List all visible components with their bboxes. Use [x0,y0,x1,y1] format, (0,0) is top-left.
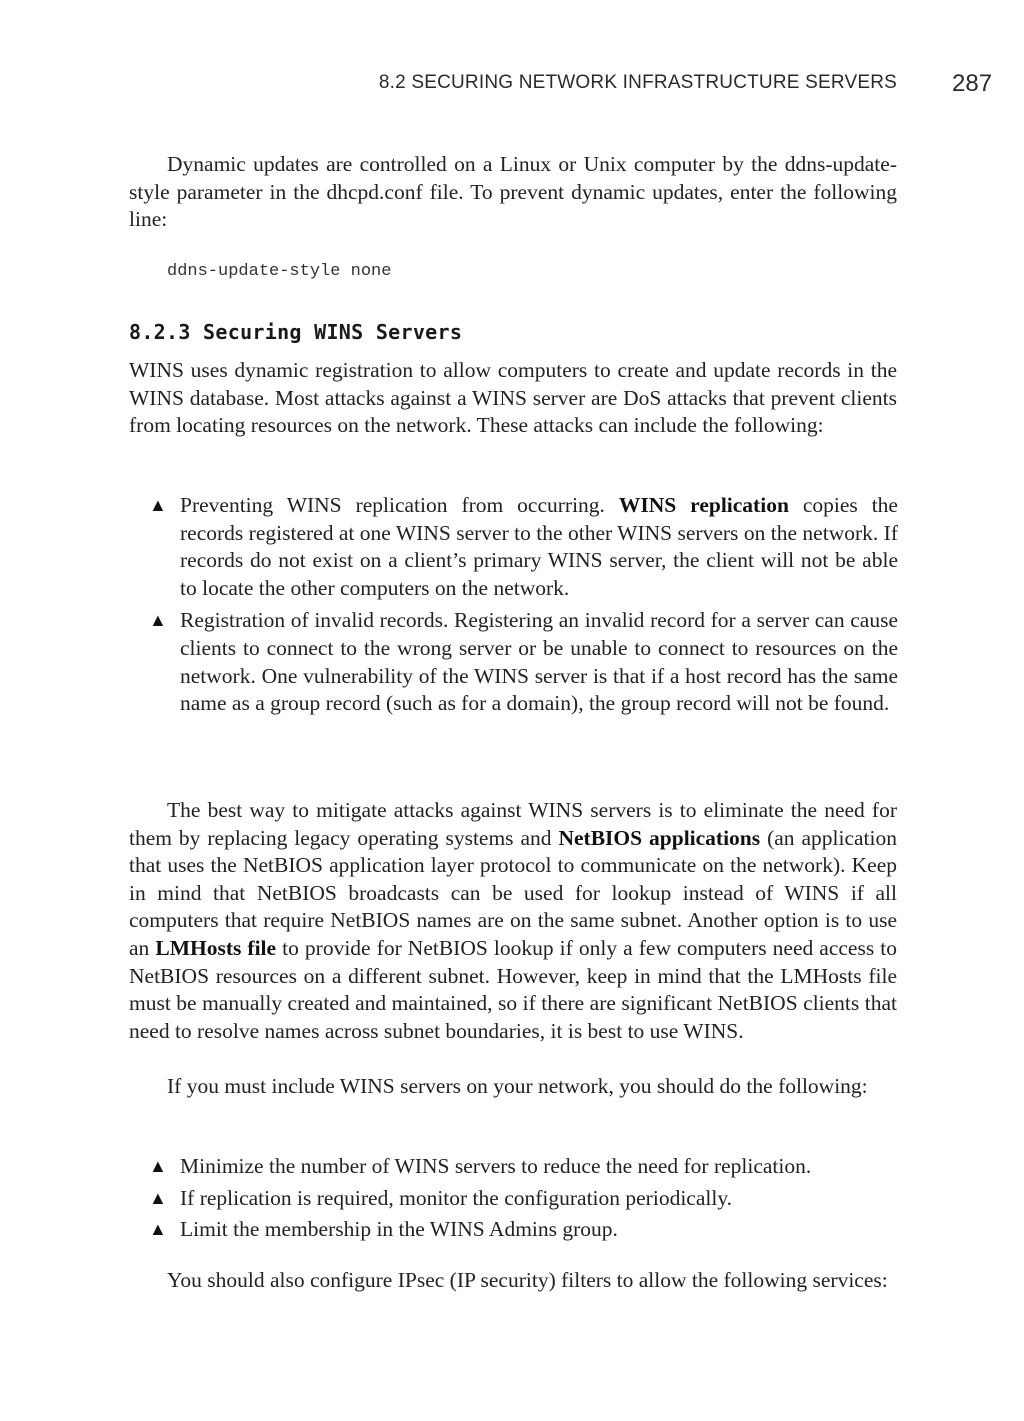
list-item [148,492,898,602]
term-netbios-applications: NetBIOS applications [558,825,761,850]
list-item-text: Registration of invalid records. Registering an invalid record for a server can cause clients to connect to the wrong server or be unable to connect to resources on the network. One vulnerability of the WINS server is that if a host record has the same name as a group record (such as for a domain), the group record will not be found. [180,608,898,716]
term-lmhosts-file: LMHosts file [155,935,277,960]
list-item-text: Preventing WINS replication from occurring. WINS replication copies the records registered at one WINS server to the other WINS servers on the network. If records do not exist on a client’s primary WINS server, the client will not be able to locate the other computers on the network. [180,493,898,600]
attack-list [148,492,898,718]
list-item-text: If replication is required, monitor the configuration periodically. [180,1185,733,1210]
code-line: ddns-update-style none [167,262,392,281]
list-item [148,607,898,717]
mitigation-paragraph: The best way to mitigate attacks against WINS servers is to eliminate the need for them by replacing legacy operating systems and NetBIOS applications (an application that uses the NetBIOS application layer protocol to communicate on the network). Keep in mind that NetBIOS broadcasts can be used for lookup instead of WINS if all computers that require NetBIOS names are on the same subnet. Another option is to use an LMHosts file to provide for NetBIOS lookup if only a few computers need access to NetBIOS resources on a different subnet. However, keep in mind that the LMHosts file must be manually created and maintained, so if there are significant NetBIOS clients that need to resolve names across subnet boundaries, it is best to use WINS. [129,798,897,1043]
intro-paragraph: Dynamic updates are controlled on a Linux or Unix computer by the ddns-update-style parameter in the dhcpd.conf file. To prevent dynamic updates, enter the following line: [129,152,897,232]
running-header: 8.2 SECURING NETWORK INFRASTRUCTURE SERVERS [378,72,897,93]
section-heading: 8.2.3 Securing WINS Servers [129,320,463,344]
section-intro-paragraph: WINS uses dynamic registration to allow computers to create and update records in the WINS database. Most attacks against a WINS server are DoS attacks that prevent clients from locating resources on the network. These attacks can include the following: [129,358,897,438]
recommendation-list [148,1153,898,1244]
triangle-bullet-icon: ▲ [149,1219,167,1240]
closing-paragraph: You should also configure IPsec (IP security) filters to allow the following services: [167,1268,888,1292]
triangle-bullet-icon: ▲ [149,1156,167,1176]
triangle-bullet-icon: ▲ [149,495,167,515]
triangle-bullet-icon: ▲ [149,610,167,631]
list-item-text: Minimize the number of WINS servers to reduce the need for replication. [180,1154,812,1178]
followup-paragraph: If you must include WINS servers on your network, you should do the following: [167,1074,868,1098]
triangle-bullet-icon: ▲ [149,1187,167,1208]
list-item [148,1185,898,1213]
list-item [148,1216,898,1244]
list-item-text: Limit the membership in the WINS Admins group. [180,1217,618,1242]
term-wins-replication: WINS replication [618,493,789,517]
list-item [148,1153,898,1181]
page-number: 287 [952,70,993,97]
